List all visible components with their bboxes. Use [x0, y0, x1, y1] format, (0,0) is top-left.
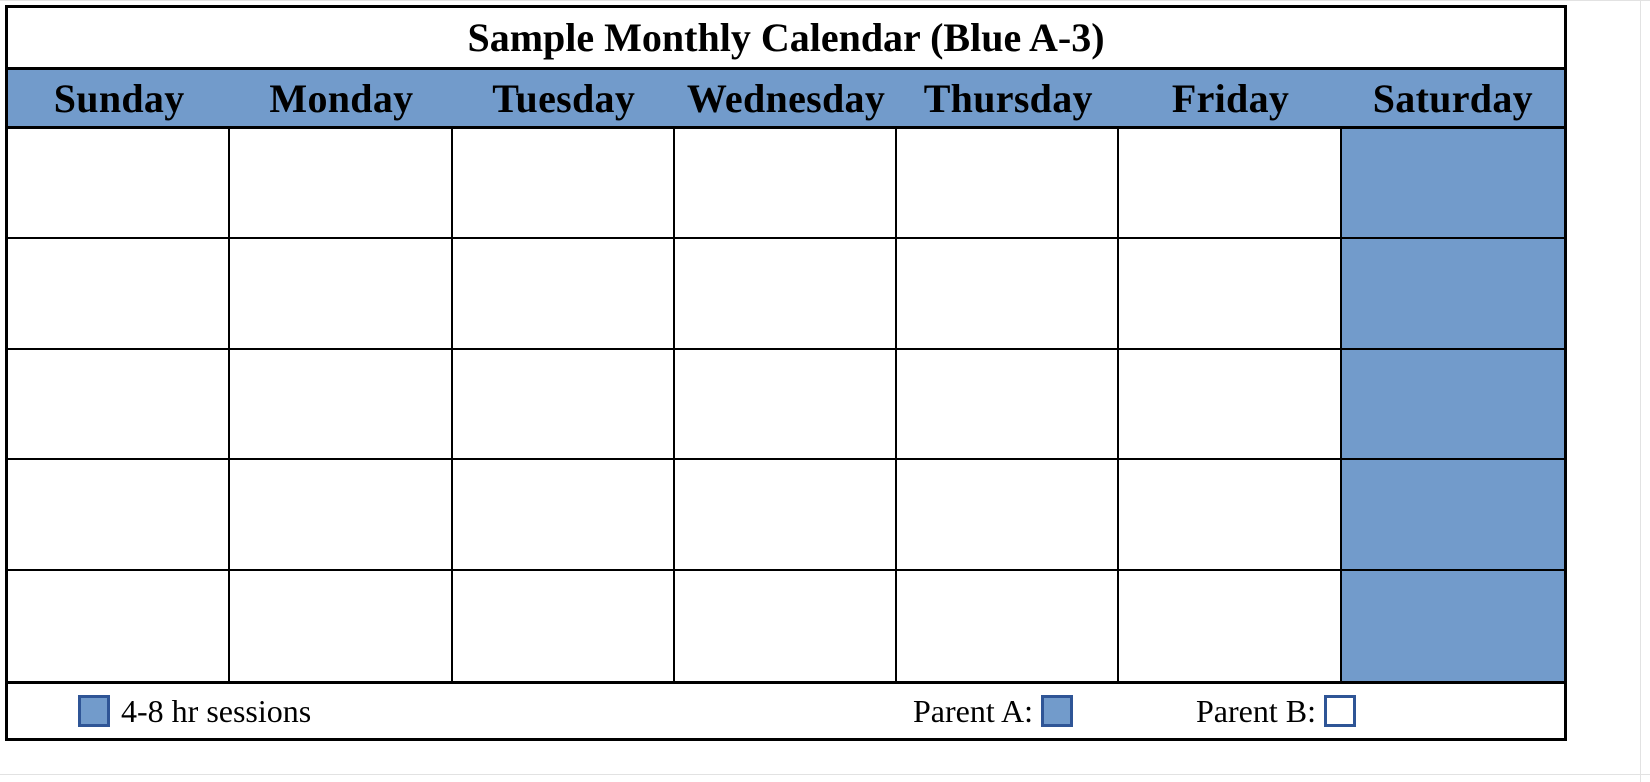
day-cell-wednesday[interactable]	[675, 460, 897, 570]
day-cell-wednesday[interactable]	[675, 129, 897, 239]
sessions-swatch	[78, 695, 110, 727]
day-cell-friday[interactable]	[1119, 239, 1341, 349]
day-cell-tuesday[interactable]	[453, 129, 675, 239]
calendar-title: Sample Monthly Calendar (Blue A-3)	[467, 15, 1105, 60]
day-header-monday: Monday	[269, 75, 414, 121]
day-cell-tuesday[interactable]	[453, 239, 675, 349]
day-cell-monday[interactable]	[230, 460, 452, 570]
day-cell-tuesday[interactable]	[453, 350, 675, 460]
day-cell-thursday[interactable]	[897, 460, 1119, 570]
sessions-label: 4-8 hr sessions	[121, 692, 312, 729]
day-cell-tuesday[interactable]	[453, 460, 675, 570]
parent-a-label: Parent A:	[913, 692, 1033, 729]
weekday-header-row	[8, 67, 1564, 129]
day-cell-sunday[interactable]	[8, 129, 230, 239]
parent-b-swatch	[1324, 695, 1356, 727]
day-cell-sunday[interactable]	[8, 460, 230, 570]
parent-a-swatch	[1041, 695, 1073, 727]
day-cell-monday[interactable]	[230, 129, 452, 239]
day-cell-saturday[interactable]	[1342, 239, 1564, 349]
day-cell-monday[interactable]	[230, 239, 452, 349]
day-cell-sunday[interactable]	[8, 239, 230, 349]
day-header-wednesday: Wednesday	[686, 75, 886, 121]
day-cell-friday[interactable]	[1119, 460, 1341, 570]
day-cell-friday[interactable]	[1119, 350, 1341, 460]
day-cell-wednesday[interactable]	[675, 571, 897, 681]
day-cell-sunday[interactable]	[8, 571, 230, 681]
day-header-friday: Friday	[1171, 75, 1290, 121]
parent-b-label: Parent B:	[1196, 692, 1316, 729]
day-cell-tuesday[interactable]	[453, 571, 675, 681]
day-cell-friday[interactable]	[1119, 129, 1341, 239]
legend-row	[8, 681, 1564, 738]
legend-parent-a	[913, 684, 1073, 738]
day-cell-saturday[interactable]	[1342, 571, 1564, 681]
legend-parent-b	[1196, 684, 1356, 738]
day-cell-saturday[interactable]	[1342, 460, 1564, 570]
day-header-sunday: Sunday	[53, 75, 185, 121]
day-cell-thursday[interactable]	[897, 571, 1119, 681]
day-header-saturday: Saturday	[1372, 75, 1533, 121]
day-cell-sunday[interactable]	[8, 350, 230, 460]
legend-sessions	[78, 684, 311, 738]
day-cell-monday[interactable]	[230, 571, 452, 681]
day-header-thursday: Thursday	[923, 75, 1093, 121]
calendar-day-grid	[8, 129, 1564, 681]
day-cell-thursday[interactable]	[897, 239, 1119, 349]
day-cell-wednesday[interactable]	[675, 350, 897, 460]
day-cell-saturday[interactable]	[1342, 129, 1564, 239]
monthly-calendar	[5, 5, 1567, 741]
day-cell-thursday[interactable]	[897, 129, 1119, 239]
day-cell-thursday[interactable]	[897, 350, 1119, 460]
day-cell-monday[interactable]	[230, 350, 452, 460]
day-header-tuesday: Tuesday	[492, 75, 636, 121]
day-cell-saturday[interactable]	[1342, 350, 1564, 460]
day-cell-friday[interactable]	[1119, 571, 1341, 681]
day-cell-wednesday[interactable]	[675, 239, 897, 349]
